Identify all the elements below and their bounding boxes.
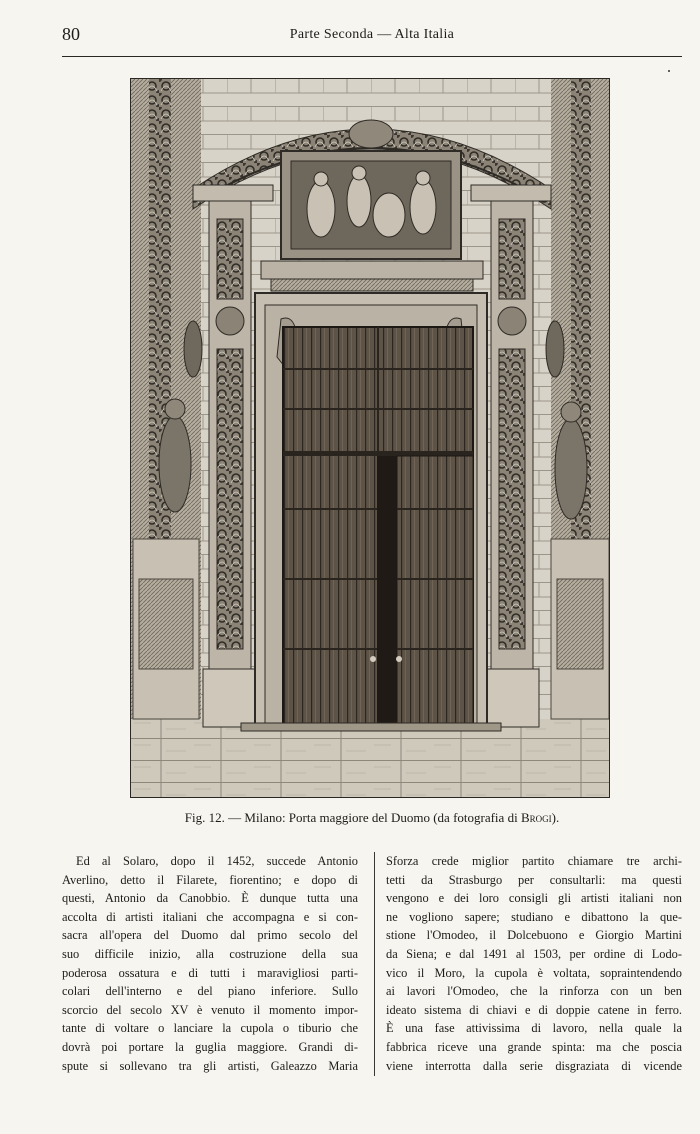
text-line: viene interrotta dalla serie disgraziata di vicende: [386, 1058, 682, 1073]
column-rule: [374, 852, 375, 1076]
text-line: fabbrica riceve una grande spinta: ma che poscia: [386, 1039, 682, 1054]
text-line: tante di voltare o lanciare la cupola o tiburio che: [62, 1021, 358, 1036]
text-line: poderosa ossatura e di tutti i maravigliosi parti-: [62, 965, 358, 980]
speck: [668, 70, 670, 72]
caption-photographer: Brogi: [520, 810, 552, 825]
text-column-right: [386, 852, 682, 1075]
text-line: sacra all'opera del Duomo dal primo secolo del: [62, 928, 358, 943]
text-line: È una fase attivissima di lavoro, nella quale la: [386, 1021, 682, 1036]
running-head: Parte Seconda — Alta Italia: [289, 27, 455, 42]
text-line: Averlino, detto il Filarete, fiorentino; e dopo di: [62, 872, 358, 887]
text-line: vengono e dei loro consigli gli artisti italiani non: [386, 891, 682, 906]
text-line: accolta di artisti italiani che accompagna e si con-: [62, 909, 358, 924]
text-line: Sforza crede miglior partito chiamare tre archi-: [386, 854, 682, 868]
duomo-portal-illustration: [131, 79, 609, 797]
text-line: Ed al Solaro, dopo il 1452, succede Antonio: [76, 854, 358, 868]
page-header: [62, 20, 682, 50]
text-line: dovrà poi portare la guglia maggiore. Grandi di-: [62, 1039, 358, 1054]
text-line: suo difficile inizio, alla costruzione della sua: [62, 946, 358, 961]
text-line: vico il Moro, la cupola è voltata, sopraintendendo: [386, 965, 682, 980]
text-line: ne vogliono sapere; studiano e dibattono la que-: [386, 909, 682, 924]
figure-engraving: [130, 78, 610, 798]
caption-end: ).: [551, 810, 560, 825]
text-line: colari dell'interno e del piano inferiore. Sullo: [62, 984, 358, 999]
text-line: ai lavori l'Omodeo, che la rinforza con un ben: [386, 984, 682, 999]
text-line: scorcio del secolo XV è venuto il momento impor-: [62, 1002, 358, 1017]
text-line: spute si sollevano tra gli artisti, Galeazzo Maria: [62, 1058, 358, 1073]
text-line: tetti da Strasburgo per consultarli: ma questi: [386, 872, 682, 887]
page-number: 80: [62, 24, 80, 44]
text-line: da Siena; e dal 1491 al 1503, per ordine di Lodo-: [386, 946, 682, 961]
text-line: questi, Antonio da Canobbio. È dunque tutta una: [62, 891, 358, 906]
figure-caption: [62, 810, 682, 826]
caption-text: Fig. 12. — Milano: Porta maggiore del Duomo (da fotografia di: [184, 810, 521, 825]
text-line: stione l'Omodeo, il Dolcebuono e Giorgio Martini: [386, 928, 682, 943]
header-rule: [62, 56, 682, 57]
text-column-left: [62, 852, 358, 1075]
text-line: ideato sistema di chiavi e di doppie catene in ferro.: [386, 1002, 682, 1017]
